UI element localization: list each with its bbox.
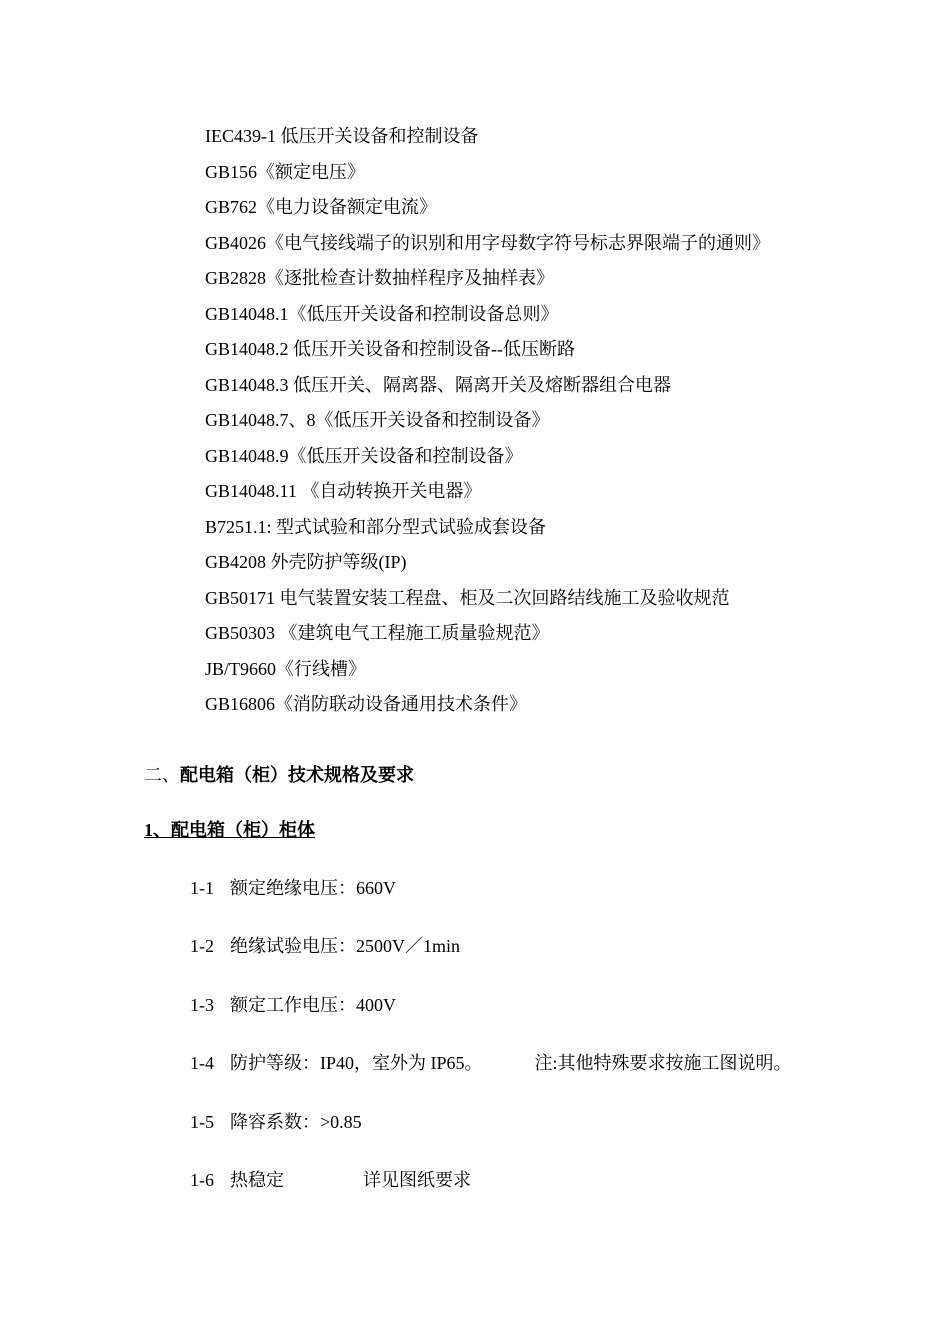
standard-item: IEC439-1 低压开关设备和控制设备 xyxy=(205,126,479,146)
standard-item: B7251.1: 型式试验和部分型式试验成套设备 xyxy=(205,517,547,537)
standard-item: JB/T9660《行线槽》 xyxy=(205,659,367,679)
section-heading xyxy=(144,764,414,786)
standard-item: GB4208 外壳防护等级(IP) xyxy=(205,552,407,572)
spec-item xyxy=(190,877,396,899)
spec-code: 1-6 xyxy=(190,1170,214,1190)
spec-item xyxy=(190,1111,362,1133)
section-title: 配电箱（柜）技术规格及要求 xyxy=(180,765,414,785)
spec-code: 1-2 xyxy=(190,936,214,956)
spec-item xyxy=(190,1169,471,1191)
spec-text: 绝缘试验电压：2500V／1min xyxy=(230,936,461,956)
subsection-heading: 1、配电箱（柜）柜体 xyxy=(144,820,315,840)
spec-text: 热稳定 xyxy=(230,1170,284,1190)
spec-value: 详见图纸要求 xyxy=(363,1170,471,1190)
standard-item: GB14048.1《低压开关设备和控制设备总则》 xyxy=(205,304,559,324)
spec-item xyxy=(190,994,396,1016)
section-number: 二、 xyxy=(144,765,180,785)
standard-item: GB4026《电气接线端子的识别和用字母数字符号标志界限端子的通则》 xyxy=(205,233,771,253)
spec-note: 注:其他特殊要求按施工图说明。 xyxy=(534,1053,792,1073)
standard-item: GB14048.3 低压开关、隔离器、隔离开关及熔断器组合电器 xyxy=(205,375,672,395)
spec-item xyxy=(190,935,460,957)
standard-item: GB14048.7、8《低压开关设备和控制设备》 xyxy=(205,410,550,430)
standard-item: GB14048.9《低压开关设备和控制设备》 xyxy=(205,446,523,466)
standard-item: GB50303 《建筑电气工程施工质量验规范》 xyxy=(205,623,550,643)
standard-item: GB14048.11 《自动转换开关电器》 xyxy=(205,481,482,501)
spec-text: 降容系数：>0.85 xyxy=(230,1112,362,1132)
spec-code: 1-1 xyxy=(190,878,214,898)
standard-item: GB50171 电气装置安装工程盘、柜及二次回路结线施工及验收规范 xyxy=(205,588,730,608)
spec-text: 防护等级：IP40，室外为 IP65。 xyxy=(230,1053,483,1073)
standard-item: GB2828《逐批检查计数抽样程序及抽样表》 xyxy=(205,268,555,288)
spec-text: 额定绝缘电压：660V xyxy=(230,878,396,898)
standard-item: GB16806《消防联动设备通用技术条件》 xyxy=(205,694,528,714)
standard-item: GB14048.2 低压开关设备和控制设备--低压断路 xyxy=(205,339,575,359)
spec-text: 额定工作电压：400V xyxy=(230,995,396,1015)
spec-item xyxy=(190,1052,792,1074)
spec-code: 1-4 xyxy=(190,1053,214,1073)
standard-item: GB156《额定电压》 xyxy=(205,162,366,182)
standard-item: GB762《电力设备额定电流》 xyxy=(205,197,438,217)
spec-code: 1-5 xyxy=(190,1112,214,1132)
spec-code: 1-3 xyxy=(190,995,214,1015)
